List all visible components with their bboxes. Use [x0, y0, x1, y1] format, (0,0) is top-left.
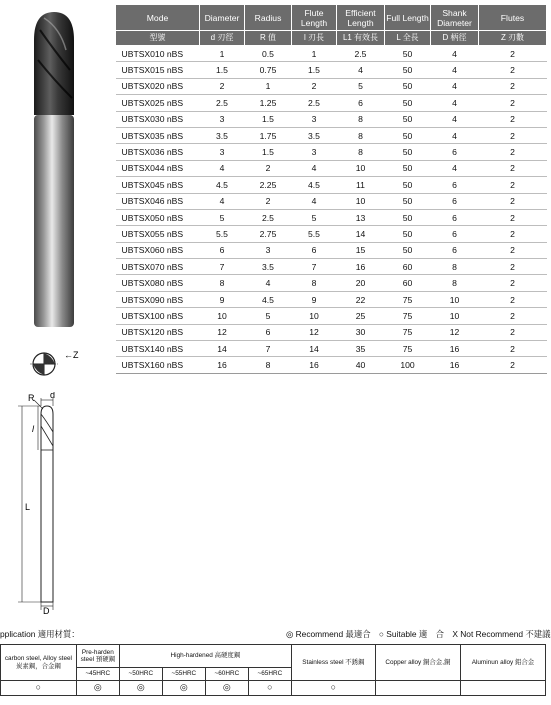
cell-model: UBTSX046 nBS	[116, 193, 200, 209]
cell-model: UBTSX070 nBS	[116, 259, 200, 275]
cell-flute-length: 4.5	[292, 177, 337, 193]
table-row	[116, 242, 547, 258]
subheader-full-length: L 全長	[385, 31, 431, 46]
table-row	[116, 341, 547, 357]
cell-full-length: 50	[385, 226, 431, 242]
cell-shank-diameter: 16	[431, 357, 479, 373]
cell-shank-diameter: 4	[431, 111, 479, 127]
cell-efficient-length: 13	[337, 209, 385, 225]
end-view-label: ←Z	[64, 350, 79, 360]
table-row	[116, 46, 547, 62]
header-efficient-length: Efficient Length	[337, 5, 385, 31]
cell-flutes: 2	[479, 275, 547, 291]
cell-radius: 4.5	[245, 291, 292, 307]
cell-full-length: 75	[385, 308, 431, 324]
cell-diameter: 5	[200, 209, 245, 225]
cell-diameter: 12	[200, 324, 245, 340]
table-row	[116, 226, 547, 242]
cell-model: UBTSX015 nBS	[116, 62, 200, 78]
cell-shank-diameter: 6	[431, 193, 479, 209]
material-copper: Copper alloy 銅合金,銅	[375, 645, 460, 681]
cell-radius: 2.25	[245, 177, 292, 193]
cell-full-length: 75	[385, 291, 431, 307]
cell-flutes: 2	[479, 46, 547, 62]
subheader-shank-diameter: D 柄徑	[431, 31, 479, 46]
cell-full-length: 100	[385, 357, 431, 373]
table-row	[116, 193, 547, 209]
cell-efficient-length: 15	[337, 242, 385, 258]
cell-efficient-length: 2.5	[337, 46, 385, 62]
cell-model: UBTSX080 nBS	[116, 275, 200, 291]
cell-model: UBTSX060 nBS	[116, 242, 200, 258]
cell-model: UBTSX030 nBS	[116, 111, 200, 127]
material-aluminum: Aluminun alloy 鋁合金	[460, 645, 545, 681]
cell-flute-length: 12	[292, 324, 337, 340]
cell-radius: 5	[245, 308, 292, 324]
cell-flutes: 2	[479, 308, 547, 324]
cell-shank-diameter: 6	[431, 177, 479, 193]
cell-shank-diameter: 6	[431, 226, 479, 242]
header-shank-diameter: Shank Diameter	[431, 5, 479, 31]
end-mill-photo	[30, 10, 78, 330]
cell-full-length: 50	[385, 209, 431, 225]
table-row	[116, 177, 547, 193]
cell-flute-length: 5	[292, 209, 337, 225]
dimension-drawing	[12, 392, 82, 614]
cell-flutes: 2	[479, 259, 547, 275]
cell-flutes: 2	[479, 78, 547, 94]
cell-flutes: 2	[479, 291, 547, 307]
cell-diameter: 3.5	[200, 127, 245, 143]
subheader-radius: R 值	[245, 31, 292, 46]
cell-diameter: 9	[200, 291, 245, 307]
cell-radius: 1.25	[245, 95, 292, 111]
cell-flute-length: 5.5	[292, 226, 337, 242]
cell-model: UBTSX140 nBS	[116, 341, 200, 357]
cell-shank-diameter: 4	[431, 46, 479, 62]
cell-radius: 6	[245, 324, 292, 340]
cell-model: UBTSX090 nBS	[116, 291, 200, 307]
cell-flute-length: 2	[292, 78, 337, 94]
cell-efficient-length: 22	[337, 291, 385, 307]
header-flute-length: Flute Length	[292, 5, 337, 31]
cell-flutes: 2	[479, 127, 547, 143]
dim-l: l	[32, 424, 34, 434]
subheader-flutes: Z 刃數	[479, 31, 547, 46]
cell-diameter: 2.5	[200, 95, 245, 111]
end-view-drawing	[26, 344, 86, 384]
cell-full-length: 75	[385, 341, 431, 357]
cell-model: UBTSX035 nBS	[116, 127, 200, 143]
cell-efficient-length: 6	[337, 95, 385, 111]
material-high-hardened: High-hardened 高硬度鋼	[119, 645, 291, 668]
cell-flutes: 2	[479, 177, 547, 193]
mark-hrc50: ◎	[119, 681, 162, 696]
cell-radius: 8	[245, 357, 292, 373]
application-title: pplication 適用材質：	[0, 629, 80, 639]
cell-flute-length: 6	[292, 242, 337, 258]
cell-flutes: 2	[479, 111, 547, 127]
mark-stainless: ○	[291, 681, 375, 696]
cell-shank-diameter: 4	[431, 78, 479, 94]
table-row	[116, 291, 547, 307]
cell-shank-diameter: 8	[431, 259, 479, 275]
subheader-flute-length: l 刃長	[292, 31, 337, 46]
dim-L: L	[25, 502, 31, 512]
cell-efficient-length: 30	[337, 324, 385, 340]
dim-D: D	[43, 606, 50, 614]
cell-diameter: 1.5	[200, 62, 245, 78]
cell-flutes: 2	[479, 193, 547, 209]
cell-shank-diameter: 10	[431, 291, 479, 307]
cell-flute-length: 1	[292, 46, 337, 62]
cell-flute-length: 4	[292, 193, 337, 209]
material-prehardened: Pre-harden steel 預硬鋼	[76, 645, 119, 668]
cell-diameter: 3	[200, 144, 245, 160]
dim-R: R	[28, 393, 35, 403]
cell-full-length: 60	[385, 275, 431, 291]
cell-efficient-length: 40	[337, 357, 385, 373]
cell-flute-length: 3.5	[292, 127, 337, 143]
application-table	[0, 644, 546, 696]
cell-model: UBTSX050 nBS	[116, 209, 200, 225]
cell-diameter: 8	[200, 275, 245, 291]
table-row	[116, 95, 547, 111]
legend-not-recommend: X Not Recommend 不建議	[452, 629, 551, 639]
cell-full-length: 50	[385, 177, 431, 193]
mark-hrc45: ◎	[76, 681, 119, 696]
cell-flute-length: 9	[292, 291, 337, 307]
table-row	[116, 62, 547, 78]
cell-shank-diameter: 4	[431, 160, 479, 176]
cell-flutes: 2	[479, 144, 547, 160]
cell-efficient-length: 8	[337, 111, 385, 127]
cell-radius: 2.75	[245, 226, 292, 242]
table-row	[116, 275, 547, 291]
cell-flutes: 2	[479, 357, 547, 373]
cell-model: UBTSX100 nBS	[116, 308, 200, 324]
cell-flutes: 2	[479, 324, 547, 340]
cell-efficient-length: 10	[337, 160, 385, 176]
cell-efficient-length: 25	[337, 308, 385, 324]
cell-shank-diameter: 4	[431, 62, 479, 78]
cell-diameter: 2	[200, 78, 245, 94]
cell-diameter: 1	[200, 46, 245, 62]
cell-efficient-length: 20	[337, 275, 385, 291]
cell-radius: 4	[245, 275, 292, 291]
cell-efficient-length: 14	[337, 226, 385, 242]
cell-radius: 1.5	[245, 144, 292, 160]
cell-shank-diameter: 6	[431, 144, 479, 160]
table-row	[116, 308, 547, 324]
cell-flutes: 2	[479, 95, 547, 111]
cell-full-length: 50	[385, 160, 431, 176]
cell-flutes: 2	[479, 209, 547, 225]
spec-table-body	[116, 46, 547, 374]
cell-radius: 2	[245, 193, 292, 209]
header-diameter: Diameter	[200, 5, 245, 31]
table-row	[116, 127, 547, 143]
cell-full-length: 50	[385, 242, 431, 258]
cell-efficient-length: 8	[337, 127, 385, 143]
legend-suitable: ○ Suitable 適 合	[378, 629, 445, 639]
cell-flute-length: 4	[292, 160, 337, 176]
cell-radius: 1.75	[245, 127, 292, 143]
cell-full-length: 50	[385, 78, 431, 94]
cell-flute-length: 14	[292, 341, 337, 357]
cell-flute-length: 2.5	[292, 95, 337, 111]
cell-full-length: 50	[385, 46, 431, 62]
dim-d: d	[50, 392, 56, 400]
hrc-55: ~55HRC	[162, 668, 205, 681]
mark-carbon: ○	[1, 681, 77, 696]
cell-radius: 1.5	[245, 111, 292, 127]
cell-efficient-length: 10	[337, 193, 385, 209]
material-stainless: Stainless steel 不銹鋼	[291, 645, 375, 681]
cell-full-length: 50	[385, 193, 431, 209]
application-header	[0, 628, 551, 640]
cell-flutes: 2	[479, 341, 547, 357]
cell-diameter: 14	[200, 341, 245, 357]
cell-shank-diameter: 6	[431, 242, 479, 258]
cell-shank-diameter: 6	[431, 209, 479, 225]
cell-diameter: 3	[200, 111, 245, 127]
cell-flute-length: 10	[292, 308, 337, 324]
cell-diameter: 16	[200, 357, 245, 373]
cell-diameter: 6	[200, 242, 245, 258]
legend-recommend: ◎ Recommend 最適合	[286, 629, 371, 639]
table-row	[116, 259, 547, 275]
cell-full-length: 50	[385, 62, 431, 78]
cell-radius: 7	[245, 341, 292, 357]
cell-radius: 2.5	[245, 209, 292, 225]
cell-full-length: 50	[385, 95, 431, 111]
cell-flute-length: 3	[292, 111, 337, 127]
cell-efficient-length: 5	[337, 78, 385, 94]
cell-efficient-length: 4	[337, 62, 385, 78]
cell-diameter: 4	[200, 160, 245, 176]
cell-diameter: 4.5	[200, 177, 245, 193]
header-flutes: Flutes	[479, 5, 547, 31]
cell-model: UBTSX160 nBS	[116, 357, 200, 373]
table-row	[116, 357, 547, 373]
header-mode: Mode	[116, 5, 200, 31]
cell-full-length: 50	[385, 144, 431, 160]
cell-efficient-length: 35	[337, 341, 385, 357]
hrc-65: ~65HRC	[248, 668, 291, 681]
cell-radius: 0.5	[245, 46, 292, 62]
cell-efficient-length: 16	[337, 259, 385, 275]
cell-full-length: 50	[385, 127, 431, 143]
cell-radius: 3	[245, 242, 292, 258]
spec-table	[115, 4, 547, 374]
subheader-efficient-length: L1 有效長	[337, 31, 385, 46]
cell-flutes: 2	[479, 62, 547, 78]
table-row	[116, 324, 547, 340]
cell-shank-diameter: 16	[431, 341, 479, 357]
cell-shank-diameter: 8	[431, 275, 479, 291]
cell-model: UBTSX010 nBS	[116, 46, 200, 62]
cell-diameter: 4	[200, 193, 245, 209]
cell-efficient-length: 11	[337, 177, 385, 193]
mark-hrc60: ◎	[205, 681, 248, 696]
cell-shank-diameter: 12	[431, 324, 479, 340]
cell-flute-length: 16	[292, 357, 337, 373]
subheader-diameter: d 刃徑	[200, 31, 245, 46]
hrc-50: ~50HRC	[119, 668, 162, 681]
mark-copper	[375, 681, 460, 696]
cell-flute-length: 3	[292, 144, 337, 160]
cell-flutes: 2	[479, 226, 547, 242]
cell-model: UBTSX045 nBS	[116, 177, 200, 193]
cell-flutes: 2	[479, 242, 547, 258]
application-legend	[286, 628, 551, 640]
table-row	[116, 144, 547, 160]
cell-flutes: 2	[479, 160, 547, 176]
cell-diameter: 7	[200, 259, 245, 275]
table-row	[116, 78, 547, 94]
cell-diameter: 10	[200, 308, 245, 324]
cell-flute-length: 8	[292, 275, 337, 291]
header-full-length: Full Length	[385, 5, 431, 31]
cell-radius: 0.75	[245, 62, 292, 78]
cell-full-length: 50	[385, 111, 431, 127]
cell-model: UBTSX055 nBS	[116, 226, 200, 242]
table-row	[116, 111, 547, 127]
mark-aluminum	[460, 681, 545, 696]
cell-efficient-length: 8	[337, 144, 385, 160]
cell-model: UBTSX020 nBS	[116, 78, 200, 94]
cell-radius: 2	[245, 160, 292, 176]
cell-radius: 1	[245, 78, 292, 94]
hrc-60: ~60HRC	[205, 668, 248, 681]
cell-flute-length: 1.5	[292, 62, 337, 78]
table-row	[116, 160, 547, 176]
hrc-45: ~45HRC	[76, 668, 119, 681]
table-row	[116, 209, 547, 225]
mark-hrc65: ○	[248, 681, 291, 696]
cell-model: UBTSX120 nBS	[116, 324, 200, 340]
cell-shank-diameter: 4	[431, 127, 479, 143]
cell-shank-diameter: 4	[431, 95, 479, 111]
material-carbon-steel: carbon steel, Alloy steel 炭素鋼，合金鋼	[1, 645, 77, 681]
cell-flute-length: 7	[292, 259, 337, 275]
subheader-model: 型號	[116, 31, 200, 46]
cell-shank-diameter: 10	[431, 308, 479, 324]
cell-diameter: 5.5	[200, 226, 245, 242]
cell-full-length: 60	[385, 259, 431, 275]
cell-full-length: 75	[385, 324, 431, 340]
cell-model: UBTSX044 nBS	[116, 160, 200, 176]
cell-model: UBTSX036 nBS	[116, 144, 200, 160]
header-radius: Radius	[245, 5, 292, 31]
mark-hrc55: ◎	[162, 681, 205, 696]
cell-radius: 3.5	[245, 259, 292, 275]
cell-model: UBTSX025 nBS	[116, 95, 200, 111]
